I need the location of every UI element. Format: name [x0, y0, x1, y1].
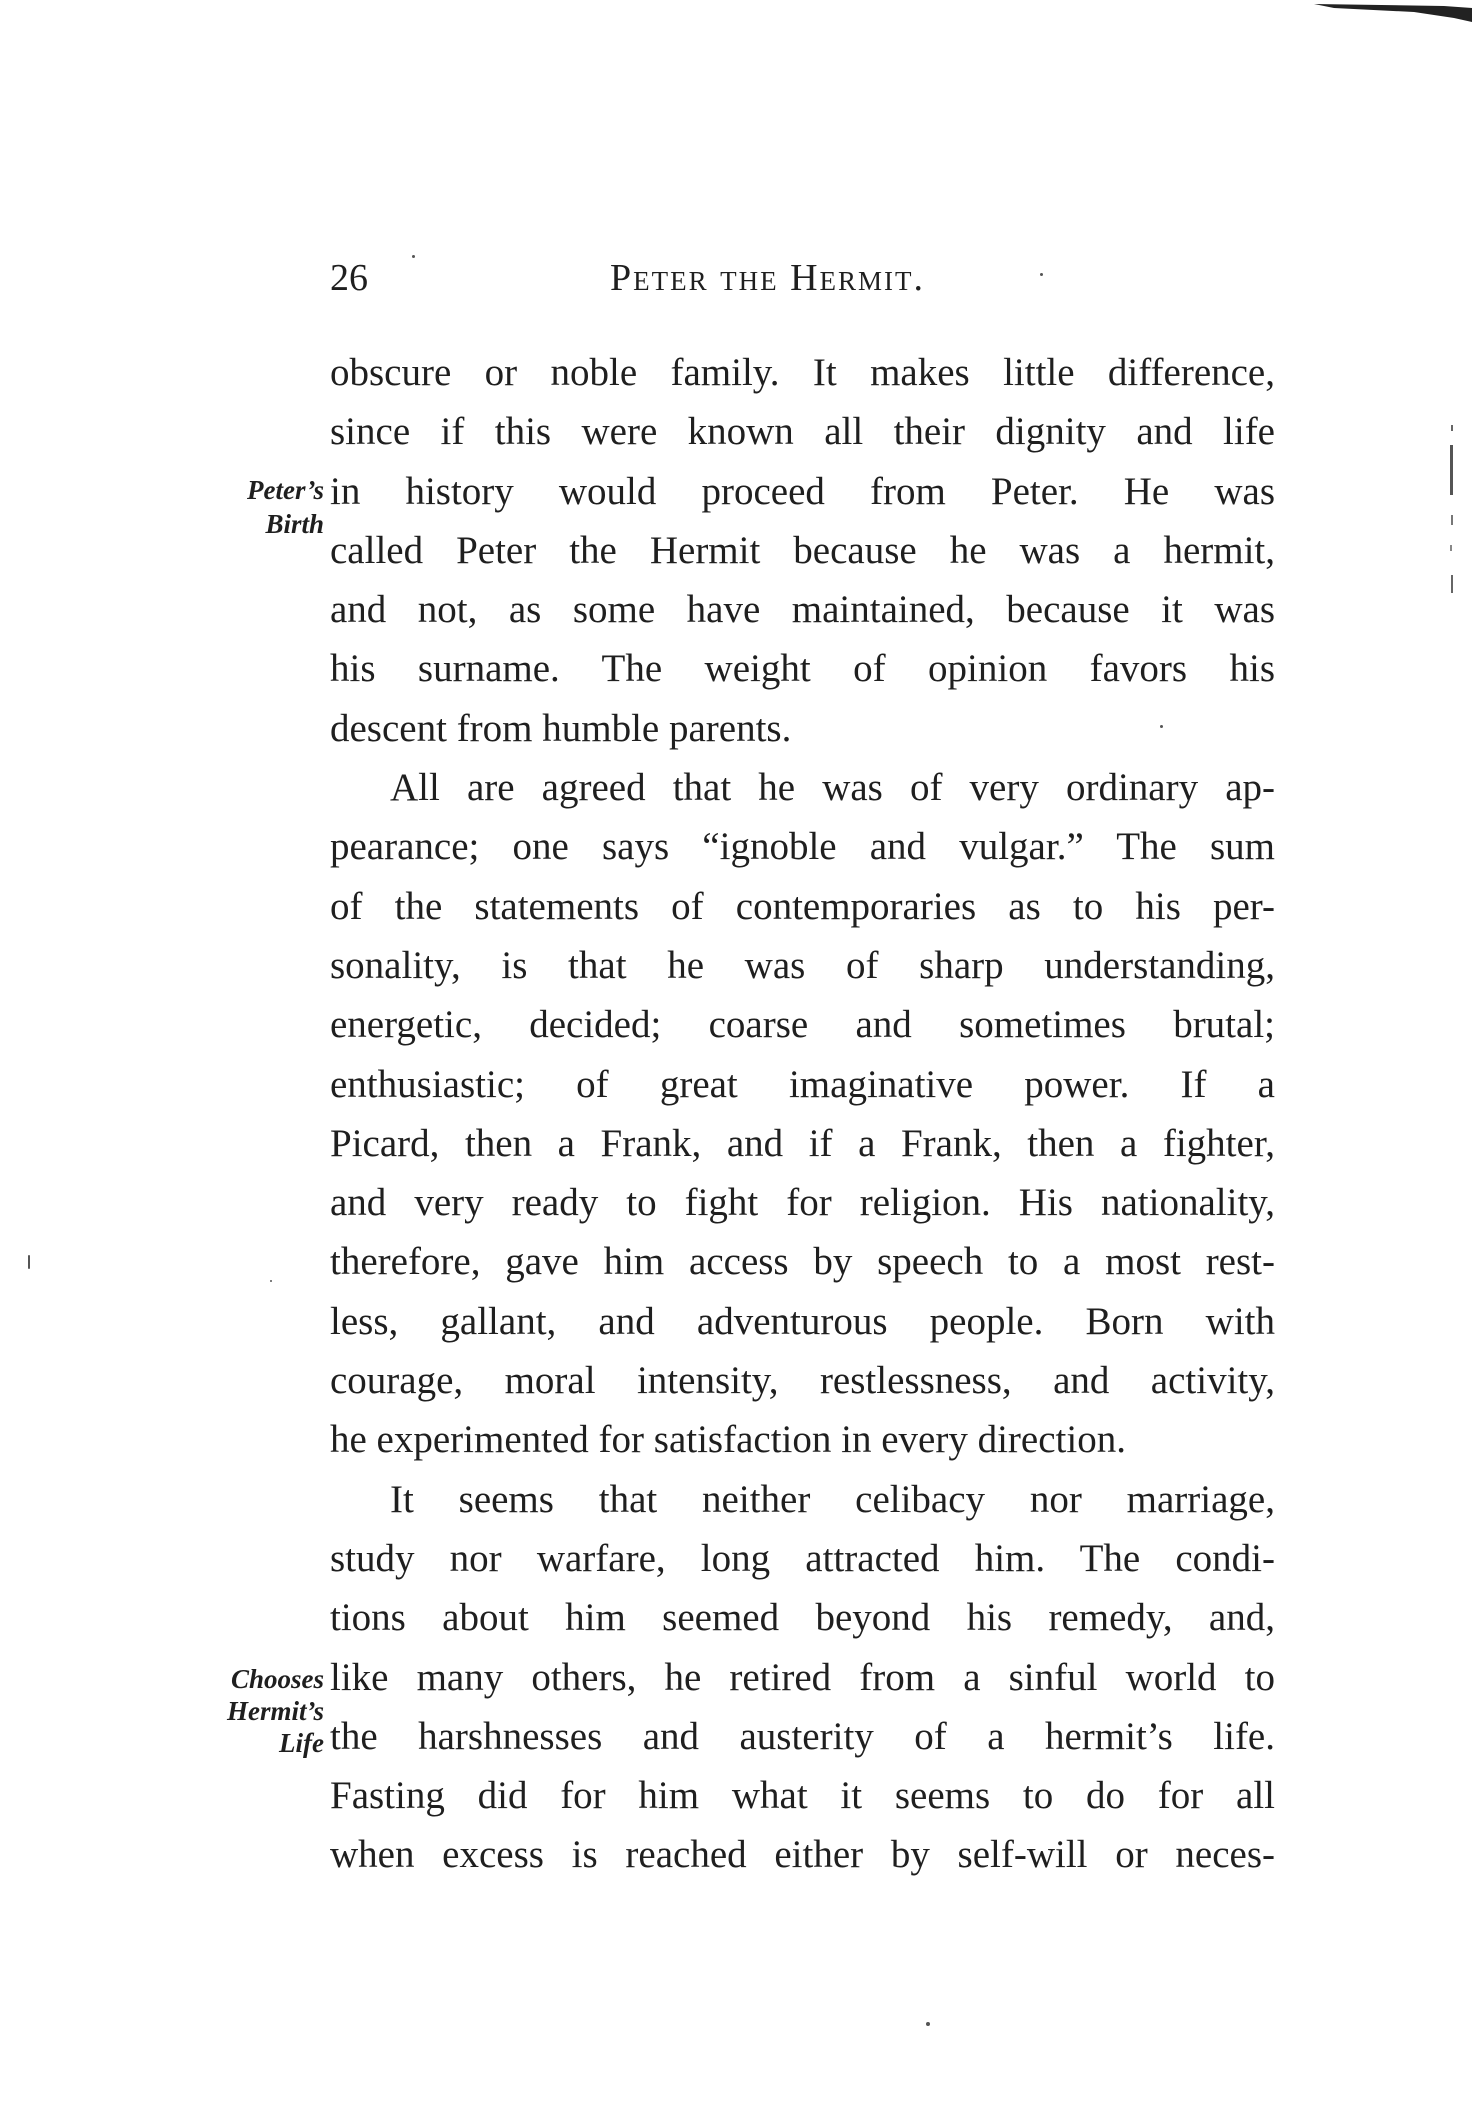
text-line: he experimented for satisfaction in every direction.: [330, 1418, 1126, 1462]
scan-speck: [412, 255, 415, 258]
margin-note-chooses-hermits-life: [180, 1663, 324, 1759]
scan-speck: [926, 2022, 930, 2026]
running-title: Peter the Hermit.: [610, 257, 926, 299]
margin-note-line: Peter’s: [247, 475, 324, 505]
text-line: study nor warfare, long attracted him. The condi-: [330, 1536, 1275, 1580]
text-line: therefore, gave him access by speech to a most rest-: [330, 1240, 1275, 1284]
text-line: obscure or noble family. It makes little difference,: [330, 351, 1275, 394]
text-line: the harshnesses and austerity of a hermit’s life.: [330, 1714, 1275, 1758]
text-line: All are agreed that he was of very ordinary ap-: [390, 766, 1275, 810]
text-line: sonality, is that he was of sharp understanding,: [330, 943, 1275, 987]
scan-speck: [1160, 725, 1163, 728]
text-line: descent from humble parents.: [330, 706, 792, 750]
text-line: It seems that neither celibacy nor marriage,: [390, 1477, 1275, 1521]
margin-note-peters-birth: [200, 473, 324, 541]
text-line: Picard, then a Frank, and if a Frank, then a fighter,: [330, 1121, 1275, 1165]
text-line: in history would proceed from Peter. He was: [330, 469, 1275, 513]
text-line: and very ready to fight for religion. His nationality,: [330, 1181, 1275, 1225]
text-line: like many others, he retired from a sinful world to: [330, 1655, 1275, 1699]
scan-edge-speckle: [1448, 425, 1456, 605]
margin-note-line: Birth: [265, 509, 324, 539]
page-number: 26: [330, 257, 368, 299]
scan-speck: [1040, 273, 1043, 276]
scan-speck: [28, 1255, 30, 1269]
text-line: less, gallant, and adventurous people. Born with: [330, 1299, 1275, 1343]
running-head: [330, 252, 1280, 312]
scan-edge-mark: [1294, 0, 1474, 24]
text-line: pearance; one says “ignoble and vulgar.” The sum: [330, 825, 1275, 869]
text-line: of the statements of contemporaries as to his per-: [330, 884, 1275, 928]
text-line: Fasting did for him what it seems to do for all: [330, 1774, 1275, 1818]
text-line: enthusiastic; of great imaginative power. If a: [330, 1062, 1275, 1106]
margin-note-line: Hermit’s: [227, 1696, 324, 1726]
text-line: called Peter the Hermit because he was a hermit,: [330, 528, 1275, 572]
text-line: and not, as some have maintained, because it was: [330, 588, 1275, 632]
scan-speck: [270, 1280, 272, 1282]
text-line: energetic, decided; coarse and sometimes brutal;: [330, 1003, 1275, 1047]
margin-note-line: Chooses: [230, 1664, 324, 1694]
text-line: his surname. The weight of opinion favors his: [330, 647, 1275, 691]
body-text: [330, 343, 1275, 1885]
text-line: when excess is reached either by self-will or neces-: [330, 1833, 1275, 1877]
text-line: tions about him seemed beyond his remedy, and,: [330, 1596, 1275, 1640]
text-line: courage, moral intensity, restlessness, and activity,: [330, 1359, 1275, 1403]
text-line: since if this were known all their dignity and life: [330, 410, 1275, 454]
margin-note-line: Life: [279, 1728, 324, 1758]
